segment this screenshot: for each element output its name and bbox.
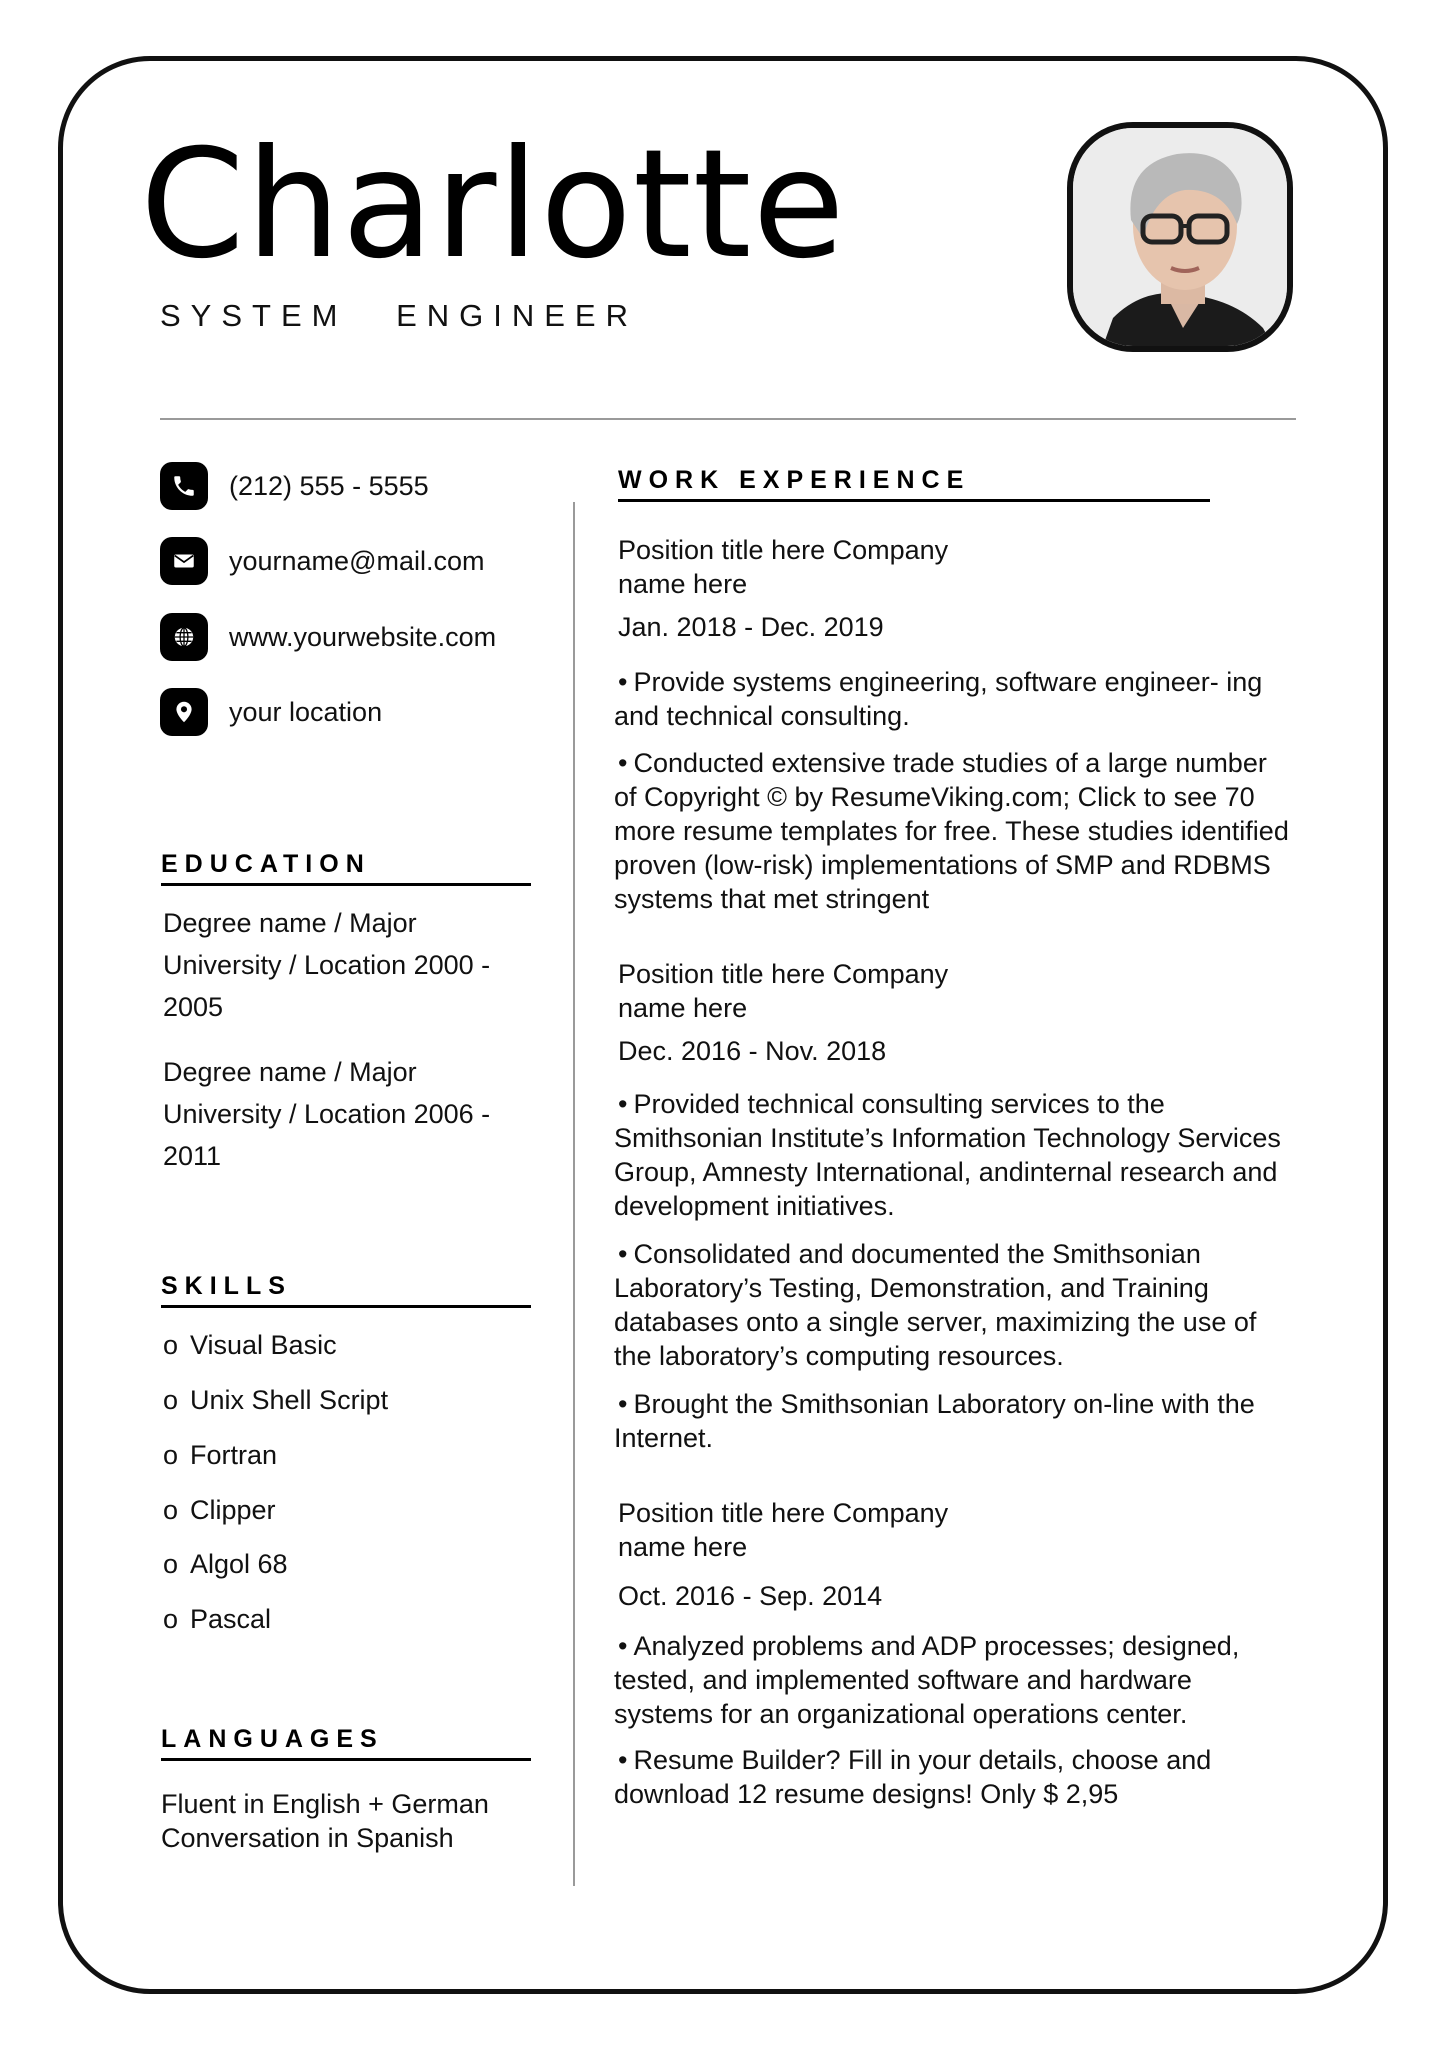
location-text: your location [229,696,383,727]
website-url: www.yourwebsite.com [229,621,497,652]
education-entry [163,1051,523,1177]
job-dates: Dec. 2016 - Nov. 2018 [618,1036,887,1066]
job-title: SYSTEM ENGINEER [160,298,638,333]
job-position-title: Position title here Company name here [618,535,949,599]
job-bullet: • Provided technical consulting services to the Smithsonian Institute’s Information Technology Services Group, Amnesty International, andinternal research and development initiatives. [614,1089,1281,1221]
skill-item: o Visual Basic [163,1330,337,1360]
year-end: 2011 [163,1141,222,1171]
email-address: yourname@mail.com [229,545,485,576]
job-position-title: Position title here Company name here [618,1498,949,1562]
email-icon [160,537,208,585]
phone-icon [160,462,208,510]
location-pin-icon [160,688,208,736]
skill-item: o Pascal [163,1604,272,1634]
skill-item: o Fortran [163,1440,278,1470]
skill-item: o Algol 68 [163,1549,288,1579]
phone-number: (212) 555 - 5555 [229,470,429,501]
languages-heading: LANGUAGES [161,1725,531,1761]
job-bullet: • Resume Builder? Fill in your details, choose and download 12 resume designs! Only $ 2,95 [614,1745,1212,1809]
profile-photo [1067,122,1293,352]
languages-text: Fluent in English + German Conversation in Spanish [161,1789,489,1853]
education-entry [163,902,523,1028]
job-bullet: • Analyzed problems and ADP processes; designed, tested, and implemented software and hardware systems for an organizational operations center. [614,1631,1240,1729]
school-line: University / Location 2006 - [163,1099,491,1129]
job-bullet: • Brought the Smithsonian Laboratory on-line with the Internet. [614,1389,1255,1453]
job-bullet: • Consolidated and documented the Smithsonian Laboratory’s Testing, Demonstration, and Training databases onto a single server, maximizing the use of the laboratory’s computing resources. [614,1239,1257,1371]
contact-email [160,537,485,585]
education-heading: EDUCATION [161,850,531,886]
school-line: University / Location 2000 - [163,950,491,980]
skills-heading: SKILLS [161,1272,531,1308]
degree-name: Degree name / Major [163,908,417,938]
skill-item: o Unix Shell Script [163,1385,389,1415]
work-experience-heading: WORK EXPERIENCE [618,466,1210,502]
degree-name: Degree name / Major [163,1057,417,1087]
header-divider [160,418,1296,420]
contact-phone [160,462,429,510]
candidate-name: Charlotte [140,118,846,292]
contact-website [160,613,496,661]
job-position-title: Position title here Company name here [618,959,949,1023]
job-dates: Oct. 2016 - Sep. 2014 [618,1581,883,1611]
column-divider [573,502,575,1886]
job-bullet: • Conducted extensive trade studies of a large number of Copyright © by ResumeViking.com; Click to see 70 more resume templates for free. These studies identified proven (low-risk) implementations of SMP and RDBMS systems that met stringent [614,748,1289,914]
year-end: 2005 [163,992,224,1022]
job-bullet: • Provide systems engineering, software engineer- ing and technical consulting. [614,667,1263,731]
contact-location [160,688,382,736]
globe-icon [160,613,208,661]
skill-item: o Clipper [163,1495,276,1525]
job-dates: Jan. 2018 - Dec. 2019 [618,612,884,642]
